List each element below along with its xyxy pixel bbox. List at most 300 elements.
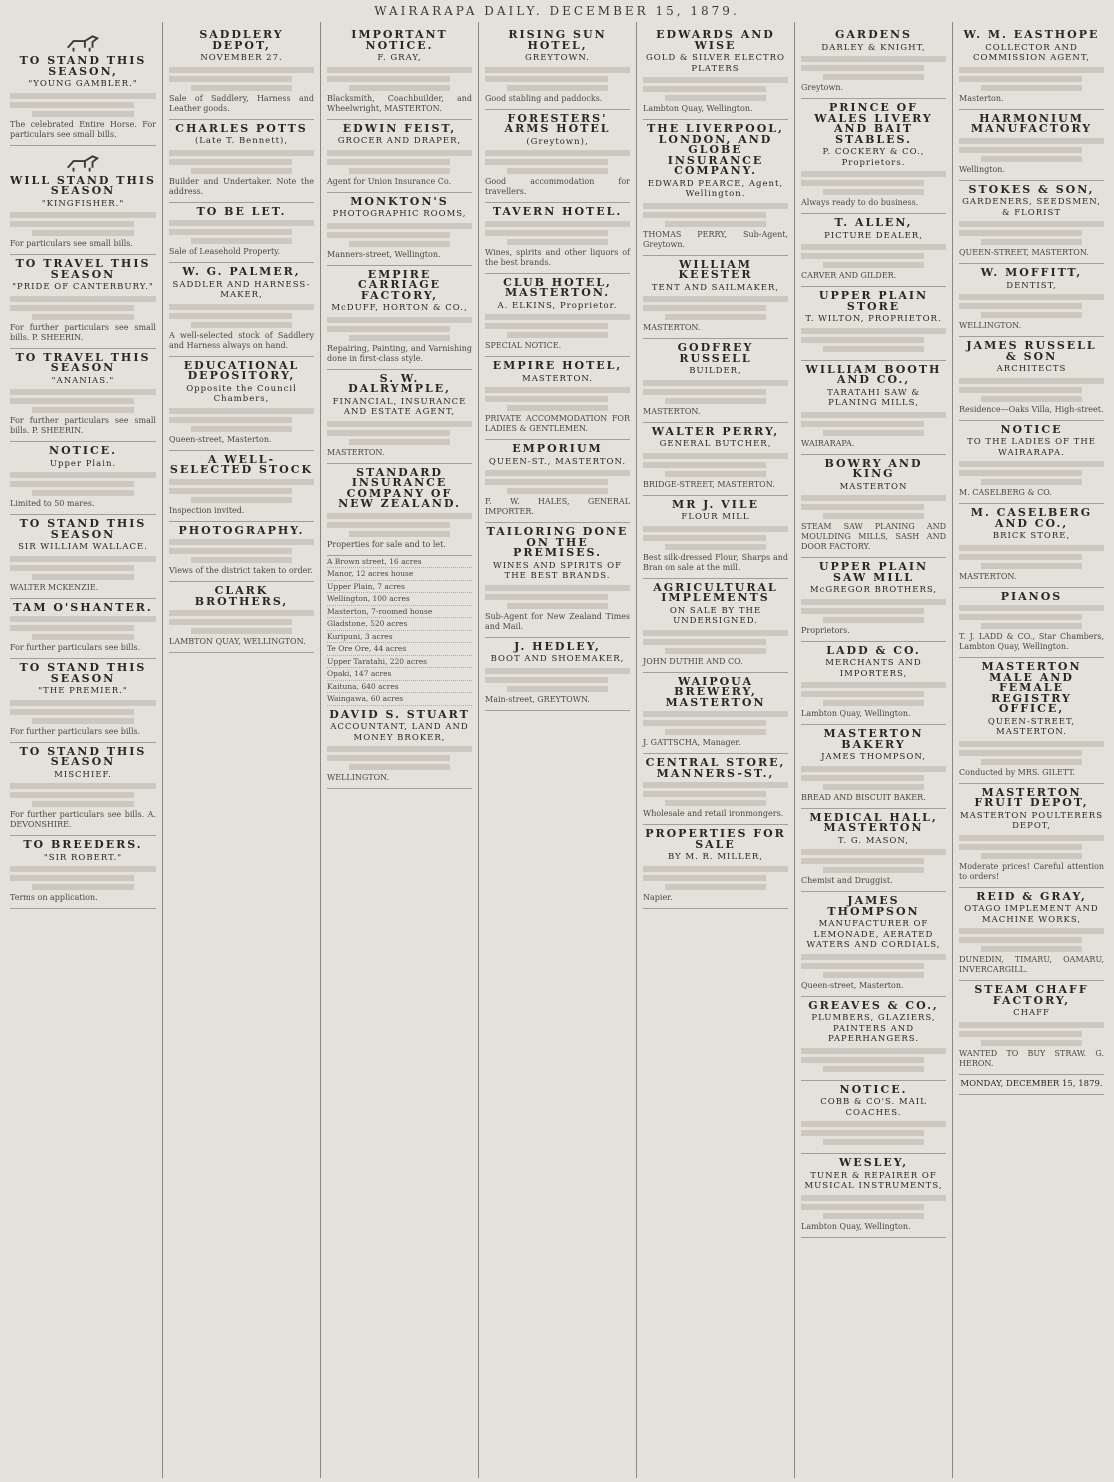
body-text-line <box>959 230 1082 236</box>
body-text-line <box>485 76 608 82</box>
body-text-line <box>981 396 1083 402</box>
body-text-line <box>349 439 451 445</box>
ad-title: A WELL-SELECTED STOCK <box>169 452 314 476</box>
body-text-line <box>665 95 767 101</box>
ad-subtitle: (Late T. Bennett), <box>194 136 289 146</box>
horse-icon <box>64 152 102 174</box>
body-text-line <box>823 972 925 978</box>
ad-title: REID & GRAY, <box>976 889 1087 903</box>
body-text-line <box>485 159 608 165</box>
ad-title: NOTICE <box>1000 422 1063 436</box>
ad-title: W. MOFFITT, <box>980 266 1083 279</box>
ad-subtitle: T. G. MASON, <box>838 835 909 846</box>
body-text-line <box>643 86 766 92</box>
body-text-line <box>801 1204 924 1210</box>
body-text-line <box>169 417 292 423</box>
ad-subtitle: "SIR ROBERT." <box>43 852 123 863</box>
body-text-line <box>169 229 292 235</box>
ad-title: SADDLERY DEPOT, <box>199 28 284 52</box>
advertisement <box>10 26 156 146</box>
ad-subtitle: OTAGO IMPLEMENT AND MACHINE WORKS, <box>964 904 1099 925</box>
ad-title: TAILORING DONE ON THE PREMISES. <box>486 525 629 559</box>
ad-body: Always ready to do business. <box>801 198 919 207</box>
list-item: Wellington, 100 acres <box>327 593 472 606</box>
advertisement <box>643 256 788 340</box>
body-text-line <box>485 479 608 485</box>
body-text-line <box>665 648 767 654</box>
body-text-line <box>485 323 608 329</box>
ad-title: BOWRY AND KING <box>824 456 923 480</box>
body-text-line <box>981 563 1083 569</box>
ad-body: Lambton Quay, Wellington. <box>643 104 753 113</box>
ad-body: For further particulars see small bills. P. SHEERIN. <box>10 416 156 435</box>
ad-title: UPPER PLAIN STORE <box>818 289 929 313</box>
advertisement <box>959 658 1104 784</box>
ad-body: Best silk-dressed Flour, Sharps and Bran on sale at the mill. <box>643 552 788 572</box>
body-text-line <box>981 1040 1083 1046</box>
ad-title: WAIPOUA BREWERY, MASTERTON <box>665 674 766 709</box>
body-text-line <box>10 709 134 715</box>
body-text-line <box>823 700 925 706</box>
body-text-line <box>349 168 451 174</box>
advertisement <box>959 588 1104 659</box>
ad-subtitle: Opposite the Council Chambers, <box>186 383 297 404</box>
body-text-line <box>981 312 1083 318</box>
ad-body: Builder and Undertaker. Note the address. <box>169 176 314 196</box>
body-text-line <box>981 623 1083 629</box>
body-text-line <box>801 599 946 605</box>
ad-subtitle: NOVEMBER 27. <box>200 53 283 63</box>
ad-title: MASTERTON BAKERY <box>823 727 924 751</box>
ad-body: Sub-Agent for New Zealand Times and Mail. <box>485 611 630 631</box>
ad-body: Sale of Leasehold Property. <box>169 247 281 256</box>
ad-body: For further particulars see small bills. P. SHEERIN. <box>10 322 156 342</box>
body-text-line <box>327 67 472 73</box>
ad-body: A well-selected stock of Saddlery and Harness always on hand. <box>169 330 314 350</box>
ad-title: NOTICE. <box>49 444 117 457</box>
body-text-line <box>959 294 1104 300</box>
body-text-line <box>485 387 630 393</box>
ad-body: M. CASELBERG & CO. <box>959 488 1052 497</box>
ad-subtitle: DARLEY & KNIGHT, <box>821 42 926 53</box>
list-item: A Brown street, 16 acres <box>327 556 472 569</box>
body-text-line <box>959 937 1082 943</box>
advertisement <box>10 442 156 515</box>
body-text-line <box>32 801 134 807</box>
body-text-line <box>10 398 134 404</box>
body-text-line <box>981 946 1083 952</box>
list-item: Manor, 12 acres house <box>327 568 472 581</box>
advertisement <box>485 274 630 358</box>
ad-subtitle: SIR WILLIAM WALLACE. <box>18 542 148 552</box>
body-text-line <box>10 102 134 108</box>
body-text-line <box>665 314 767 320</box>
ad-body: WELLINGTON. <box>959 321 1022 330</box>
body-text-line <box>801 244 946 250</box>
ad-subtitle: DENTIST, <box>1006 280 1057 291</box>
body-text-line <box>801 691 924 697</box>
body-text-line <box>665 544 767 550</box>
ad-body: Wellington. <box>959 164 1005 174</box>
ad-title: EMPIRE HOTEL, <box>492 359 623 372</box>
body-text-line <box>485 668 630 674</box>
body-text-line <box>485 314 630 320</box>
ad-body: Queen-street, Masterton. <box>169 434 272 444</box>
body-text-line <box>327 430 450 436</box>
body-text-line <box>169 408 314 414</box>
body-text-line <box>32 407 134 413</box>
body-text-line <box>801 963 924 969</box>
advertisement <box>485 26 630 110</box>
advertisement <box>801 1154 946 1238</box>
ad-title: TAM O'SHANTER. <box>13 600 153 614</box>
body-text-line <box>191 168 293 174</box>
body-text-line <box>823 262 925 268</box>
advertisement <box>169 263 314 357</box>
ad-subtitle: QUEEN-ST., MASTERTON. <box>488 456 627 467</box>
body-text-line <box>959 750 1082 756</box>
column-4 <box>478 22 636 1478</box>
list-item: Waingawa, 60 acres <box>327 693 472 706</box>
advertisement <box>643 496 788 579</box>
ad-body: Agent for Union Insurance Co. <box>327 176 452 186</box>
body-text-line <box>981 759 1083 765</box>
advertisement <box>643 339 788 423</box>
advertisement <box>10 349 156 443</box>
list-item: Upper Taratahi, 220 acres <box>327 656 472 669</box>
ad-subtitle: SADDLER AND HARNESS-MAKER, <box>172 279 311 300</box>
ad-subtitle: PICTURE DEALER, <box>824 230 923 241</box>
ad-title: UPPER PLAIN SAW MILL <box>818 560 929 584</box>
ad-body: Blacksmith, Coachbuilder, and Wheelwright, MASTERTON. <box>327 93 472 113</box>
body-text-line <box>10 389 156 395</box>
body-text-line <box>959 545 1104 551</box>
ad-body: Manners-street, Wellington. <box>327 249 441 259</box>
body-text-line <box>959 1031 1082 1037</box>
body-text-line <box>823 1066 925 1072</box>
body-text-line <box>32 230 134 236</box>
body-text-line <box>32 884 134 890</box>
advertisement <box>801 892 946 997</box>
body-text-line <box>981 479 1083 485</box>
body-text-line <box>643 203 788 209</box>
ad-title: MASTERTON MALE AND FEMALE REGISTRY OFFICE, <box>981 660 1082 715</box>
list-item: Kuripuni, 3 acres <box>327 631 472 644</box>
advertisement <box>643 754 788 825</box>
body-text-line <box>823 74 925 80</box>
ad-body: Main-street, GREYTOWN. <box>485 694 590 704</box>
ad-body: WANTED TO BUY STRAW. G. HERON. <box>959 1048 1104 1068</box>
body-text-line <box>801 954 946 960</box>
ad-body: Residence—Oaks Villa, High-street. <box>959 404 1104 414</box>
body-text-line <box>959 605 1104 611</box>
body-text-line <box>169 610 314 616</box>
body-text-line <box>665 800 767 806</box>
ad-body: STEAM SAW PLANING AND MOULDING MILLS, SASH AND DOOR FACTORY. <box>801 522 946 551</box>
ad-body: CARVER AND GILDER. <box>801 271 897 280</box>
ad-subtitle: MASTERTON POULTERERS DEPOT, <box>959 810 1104 831</box>
advertisement <box>327 266 472 370</box>
body-text-line <box>169 479 314 485</box>
body-text-line <box>823 1139 925 1145</box>
ad-body: Masterton. <box>959 93 1004 103</box>
body-text-line <box>327 513 472 519</box>
body-text-line <box>801 1130 924 1136</box>
body-text-line <box>327 326 450 332</box>
body-text-line <box>169 76 292 82</box>
advertisement <box>643 26 788 120</box>
body-text-line <box>643 77 788 83</box>
ad-title: WILLIAM BOOTH AND CO., <box>805 362 942 386</box>
body-text-line <box>801 682 946 688</box>
ad-title: PIANOS <box>1000 589 1063 603</box>
ad-title: PRINCE OF WALES LIVERY AND BAIT STABLES. <box>814 101 933 146</box>
body-text-line <box>485 396 608 402</box>
body-text-line <box>10 556 156 562</box>
ad-subtitle: P. COCKERY & CO., Proprietors. <box>822 147 925 168</box>
columns-container <box>4 22 1110 1478</box>
ad-title: LADD & CO. <box>826 643 921 657</box>
body-text-line <box>959 461 1104 467</box>
advertisement <box>643 825 788 909</box>
advertisement <box>801 361 946 455</box>
ad-subtitle: "KINGFISHER." <box>41 198 125 209</box>
ad-body: Sale of Saddlery, Harness and Leather goods. <box>169 93 314 113</box>
body-text-line <box>169 67 314 73</box>
body-text-line <box>191 238 293 244</box>
ad-title: TAVERN HOTEL. <box>492 205 623 218</box>
advertisement <box>169 522 314 583</box>
ad-title: EDUCATIONAL DEPOSITORY, <box>183 358 300 382</box>
advertisement <box>485 440 630 523</box>
advertisement <box>959 421 1104 505</box>
ad-title: RISING SUN HOTEL, <box>508 28 607 52</box>
body-text-line <box>823 1213 925 1219</box>
ad-title: M. CASELBERG AND CO., <box>970 506 1093 530</box>
body-text-line <box>959 303 1082 309</box>
body-text-line <box>959 387 1082 393</box>
body-text-line <box>191 322 293 328</box>
ad-title: JAMES RUSSELL & SON <box>966 339 1097 363</box>
body-text-line <box>643 875 766 881</box>
body-text-line <box>507 686 609 692</box>
ad-body: THOMAS PERRY, Sub-Agent, Greytown. <box>643 229 788 249</box>
advertisement <box>169 26 314 120</box>
column-5 <box>636 22 794 1478</box>
ad-title: IMPORTANT NOTICE. <box>351 28 448 52</box>
ad-subtitle: BOOT AND SHOEMAKER, <box>490 654 625 664</box>
ad-body: Good stabling and paddocks. <box>485 93 603 103</box>
ad-title: EDWIN FEIST, <box>342 121 457 135</box>
body-text-line <box>801 180 924 186</box>
body-text-line <box>959 614 1082 620</box>
advertisement <box>169 451 314 522</box>
ad-title: WILLIAM KEESTER <box>678 257 753 281</box>
ad-subtitle: JAMES THOMPSON, <box>821 752 926 762</box>
body-text-line <box>10 616 156 622</box>
ad-subtitle: TARATAHI SAW & PLANING MILLS, <box>827 387 920 408</box>
ad-title: AGRICULTURAL IMPLEMENTS <box>653 580 778 604</box>
ad-subtitle: GARDENERS, SEEDSMEN, & FLORIST <box>962 197 1101 218</box>
ad-body: WAIRARAPA. <box>801 438 855 448</box>
advertisement <box>485 110 630 204</box>
ad-body: Wholesale and retail ironmongers. <box>643 809 784 818</box>
body-text-line <box>643 305 766 311</box>
body-text-line <box>10 625 134 631</box>
ad-body: SPECIAL NOTICE. <box>485 341 562 350</box>
body-text-line <box>981 85 1083 91</box>
body-text-line <box>959 928 1104 934</box>
body-text-line <box>32 574 134 580</box>
ad-body: LAMBTON QUAY, WELLINGTON. <box>169 637 306 646</box>
advertisement <box>327 26 472 120</box>
property-list <box>327 556 472 706</box>
ad-body: Limited to 50 mares. <box>10 499 95 508</box>
body-text-line <box>10 792 134 798</box>
advertisement <box>801 642 946 726</box>
ad-title: MASTERTON FRUIT DEPOT, <box>974 785 1089 809</box>
body-text-line <box>327 223 472 229</box>
body-text-line <box>507 85 609 91</box>
body-text-line <box>327 232 450 238</box>
ad-title: TO BREEDERS. <box>23 838 143 851</box>
advertisement <box>801 99 946 214</box>
ad-subtitle: BRICK STORE, <box>992 531 1071 541</box>
advertisement <box>959 264 1104 337</box>
column-2 <box>162 22 320 1478</box>
body-text-line <box>665 471 767 477</box>
body-text-line <box>485 230 608 236</box>
body-text-line <box>801 608 924 614</box>
body-text-line <box>643 535 766 541</box>
ad-title: TO TRAVEL THIS SEASON <box>15 257 151 281</box>
ad-title: T. ALLEN, <box>834 216 913 229</box>
body-text-line <box>10 481 134 487</box>
ad-body: Properties for sale and to let. <box>327 539 446 549</box>
ad-title: TO STAND THIS SEASON <box>19 661 147 685</box>
advertisement <box>801 214 946 287</box>
ad-subtitle: BY M. R. MILLER, <box>668 852 763 862</box>
advertisement <box>959 888 1104 982</box>
ad-body: Terms on application. <box>10 893 98 902</box>
ad-subtitle: MANUFACTURER OF LEMONADE, AERATED WATERS AND CORDIALS, <box>806 919 941 950</box>
ad-body: For further particulars see bills. <box>10 643 141 652</box>
body-text-line <box>801 849 946 855</box>
ad-body: For particulars see small bills. <box>10 239 133 248</box>
ad-subtitle: McDUFF, HORTON & CO., <box>331 303 468 313</box>
body-text-line <box>327 76 450 82</box>
body-text-line <box>801 775 924 781</box>
ad-title: JAMES THOMPSON <box>827 894 920 918</box>
ad-body: WALTER MCKENZIE. <box>10 582 99 592</box>
horse-icon <box>64 32 102 54</box>
ad-body: WELLINGTON. <box>327 773 390 782</box>
body-text-line <box>643 866 788 872</box>
column-6 <box>794 22 952 1478</box>
ad-subtitle: "PRIDE OF CANTERBURY." <box>12 282 154 292</box>
body-text-line <box>643 791 766 797</box>
body-text-line <box>169 159 292 165</box>
ad-title: STEAM CHAFF FACTORY, <box>974 983 1089 1007</box>
ad-subtitle: F. GRAY, <box>377 53 422 63</box>
list-item: Upper Plain, 7 acres <box>327 581 472 594</box>
body-text-line <box>801 766 946 772</box>
ad-subtitle: TO THE LADIES OF THE WAIRARAPA. <box>967 437 1096 458</box>
body-text-line <box>801 253 924 259</box>
body-text-line <box>10 866 156 872</box>
ad-title: EDWARDS AND WISE <box>656 28 775 52</box>
ad-subtitle: TENT AND SAILMAKER, <box>651 282 780 293</box>
ad-subtitle: McGREGOR BROTHERS, <box>809 585 938 595</box>
ad-title: DAVID S. STUART <box>329 707 470 721</box>
body-text-line <box>643 639 766 645</box>
ad-title: HARMONIUM MANUFACTORY <box>970 111 1093 135</box>
ad-subtitle: MASTERTON. <box>521 373 594 384</box>
body-text-line <box>801 412 946 418</box>
ad-subtitle: ACCOUNTANT, LAND AND MONEY BROKER, <box>330 722 469 743</box>
body-text-line <box>801 337 924 343</box>
body-text-line <box>643 296 788 302</box>
body-text-line <box>327 421 472 427</box>
list-item: Opaki, 147 acres <box>327 668 472 681</box>
ad-body: MASTERTON. <box>643 323 701 332</box>
advertisement <box>10 146 156 256</box>
body-text-line <box>169 313 292 319</box>
body-text-line <box>507 239 609 245</box>
list-item: Kaituna, 640 acres <box>327 681 472 694</box>
body-text-line <box>643 380 788 386</box>
ad-title: GREAVES & CO., <box>808 998 939 1012</box>
ad-subtitle: (Greytown), <box>526 136 589 147</box>
body-text-line <box>823 430 925 436</box>
ad-subtitle: TUNER & REPAIRER OF MUSICAL INSTRUMENTS, <box>804 1170 943 1191</box>
advertisement <box>801 809 946 893</box>
body-text-line <box>507 405 609 411</box>
ad-body: For further particulars see bills. A. DEVONSHIRE. <box>10 810 156 829</box>
advertisement <box>169 203 314 264</box>
body-text-line <box>10 700 156 706</box>
body-text-line <box>191 497 293 503</box>
body-text-line <box>507 603 609 609</box>
body-text-line <box>169 150 314 156</box>
body-text-line <box>349 241 451 247</box>
body-text-line <box>801 495 946 501</box>
body-text-line <box>801 1057 924 1063</box>
ad-subtitle: COBB & CO'S. MAIL COACHES. <box>820 1097 927 1118</box>
body-text-line <box>959 554 1082 560</box>
body-text-line <box>665 398 767 404</box>
ad-title: PHOTOGRAPHY. <box>178 523 305 537</box>
advertisement <box>327 120 472 193</box>
ad-subtitle: FINANCIAL, INSURANCE AND ESTATE AGENT, <box>332 396 467 417</box>
ad-body: The celebrated Entire Horse. For particulars see small bills. <box>10 119 156 139</box>
ad-body: BRIDGE-STREET, MASTERTON. <box>643 479 775 489</box>
ad-body: Repairing, Painting, and Varnishing done in first-class style. <box>327 343 472 363</box>
body-text-line <box>643 720 766 726</box>
advertisement <box>169 120 314 203</box>
ad-title: TO STAND THIS SEASON <box>19 744 147 768</box>
column-1 <box>4 22 162 1478</box>
advertisement <box>801 455 946 559</box>
ad-body: Wines, spirits and other liquors of the best brands. <box>485 247 630 267</box>
ad-title: TO TRAVEL THIS SEASON <box>15 350 151 374</box>
body-text-line <box>485 594 608 600</box>
body-text-line <box>349 335 451 341</box>
ad-title: MR J. VILE <box>672 497 759 511</box>
ad-title: TO STAND THIS SEASON, <box>19 54 147 78</box>
ad-subtitle: FLOUR MILL <box>681 512 750 522</box>
body-text-line <box>959 1022 1104 1028</box>
